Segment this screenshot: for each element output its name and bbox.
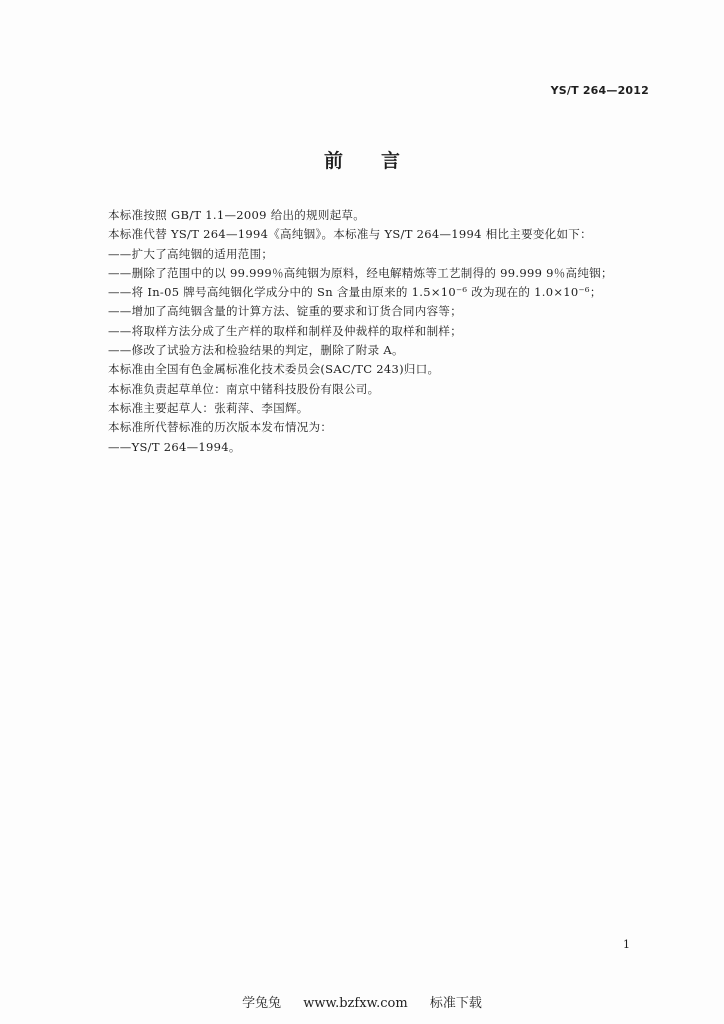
text-line: 本标准主要起草人：张莉萍、李国辉。 [108, 400, 309, 415]
text-line: ——删除了范围中的以 99.999％高纯铟为原料，经电解精炼等工艺制得的 99.999 9％高纯铟； [108, 265, 613, 280]
title-char-2: 言 [381, 150, 401, 172]
text-line: ——扩大了高纯铟的适用范围； [108, 246, 274, 261]
text-line: 本标准按照 GB/T 1.1—2009 给出的规则起草。 [108, 208, 366, 222]
standard-code: YS/T 264—2012 [550, 84, 649, 97]
body-text [108, 206, 668, 457]
text-line: 本标准由全国有色金属标准化技术委员会(SAC/TC 243)归口。 [108, 362, 440, 377]
footer-watermark [0, 992, 724, 1011]
watermark-slogan: 标准下载 [429, 996, 482, 1011]
page-number: 1 [623, 938, 630, 951]
text-line: ——将取样方法分成了生产样的取样和制样及仲裁样的取样和制样； [108, 323, 462, 338]
text-line: ——修改了试验方法和检验结果的判定，删除了附录 A。 [108, 343, 404, 358]
text-line: ——YS/T 264—1994。 [108, 439, 241, 454]
title-char-1: 前 [323, 150, 343, 172]
watermark-site-name: 学兔兔 [242, 996, 282, 1011]
section-title [0, 146, 724, 173]
text-line: 本标准所代替标准的历次版本发布情况为： [108, 420, 333, 435]
text-line: ——增加了高纯铟含量的计算方法、锭重的要求和订货合同内容等； [108, 304, 462, 319]
text-line: 本标准负责起草单位：南京中锗科技股份有限公司。 [108, 381, 380, 396]
watermark-url: www.bzfxw.com [303, 996, 408, 1011]
text-line: ——将 In-05 牌号高纯铟化学成分中的 Sn 含量由原来的 1.5×10⁻⁶ 改为现在的 1.0×10⁻⁶； [108, 285, 602, 300]
text-line: 本标准代替 YS/T 264—1994《高纯铟》。本标准与 YS/T 264—1994 相比主要变化如下： [108, 227, 592, 242]
